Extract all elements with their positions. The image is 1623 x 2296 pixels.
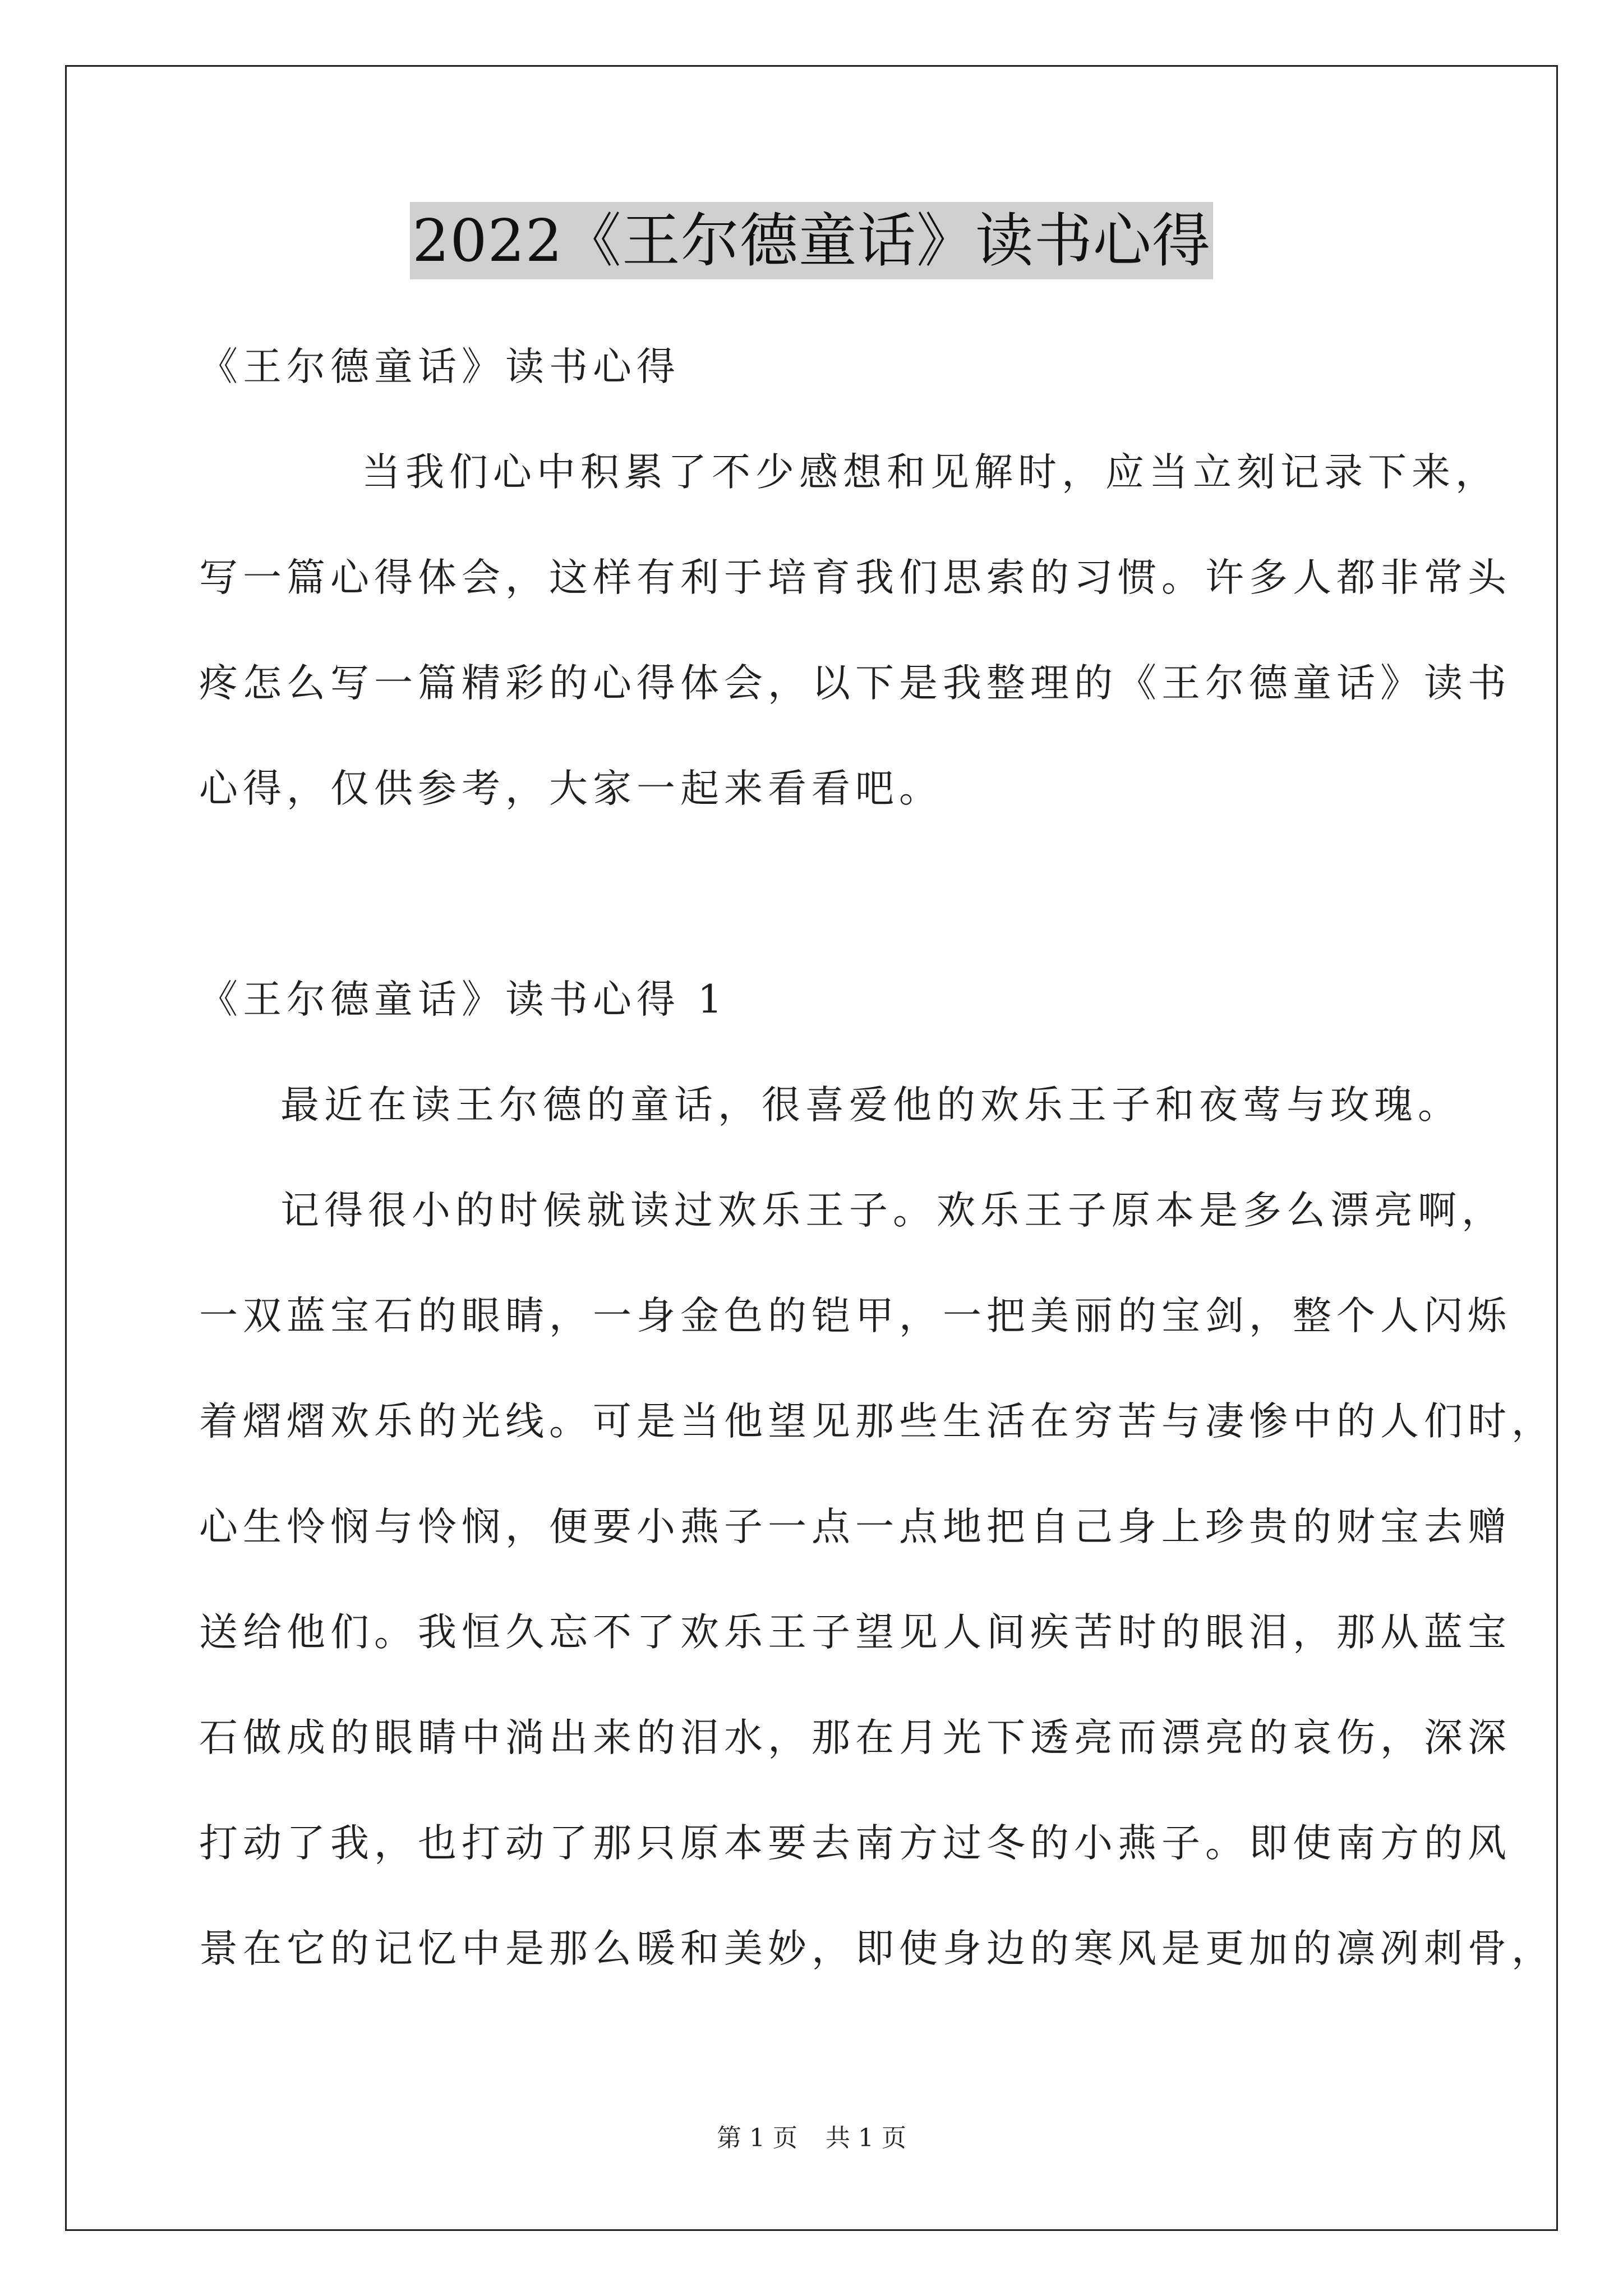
paragraph-line: 心得，仅供参考，大家一起来看看吧。	[199, 766, 943, 811]
section-heading: 《王尔德童话》读书心得	[199, 344, 680, 389]
paragraph-line: 着熠熠欢乐的光线。可是当他望见那些生活在穷苦与凄惨中的人们时，	[199, 1399, 1555, 1444]
paragraph-line: 写一篇心得体会，这样有利于培育我们思索的习惯。许多人都非常头	[199, 555, 1511, 600]
document-title: 2022《王尔德童话》读书心得	[410, 202, 1213, 279]
page-total: 共 1 页	[826, 2124, 906, 2152]
page-number: 第 1 页	[717, 2124, 797, 2152]
paragraph-line: 送给他们。我恒久忘不了欢乐王子望见人间疾苦时的眼泪，那从蓝宝	[199, 1610, 1511, 1655]
section-heading: 《王尔德童话》读书心得 1	[199, 977, 727, 1022]
paragraph-line: 最近在读王尔德的童话，很喜爱他的欢乐王子和夜莺与玫瑰。	[280, 1083, 1461, 1128]
paragraph-line: 景在它的记忆中是那么暖和美妙，即使身边的寒风是更加的凛冽刺骨，	[199, 1926, 1555, 1971]
title-area	[0, 202, 1623, 279]
paragraph-line: 当我们心中积累了不少感想和见解时，应当立刻记录下来，	[362, 450, 1499, 495]
paragraph-line: 心生怜悯与怜悯，便要小燕子一点一点地把自己身上珍贵的财宝去赠	[199, 1504, 1511, 1549]
paragraph-line: 疼怎么写一篇精彩的心得体会，以下是我整理的《王尔德童话》读书	[199, 661, 1511, 706]
paragraph-line: 记得很小的时候就读过欢乐王子。欢乐王子原本是多么漂亮啊，	[280, 1188, 1505, 1233]
paragraph-line: 石做成的眼睛中淌出来的泪水，那在月光下透亮而漂亮的哀伤，深深	[199, 1715, 1511, 1760]
blank-line	[199, 841, 1433, 947]
page-footer	[0, 2118, 1623, 2154]
document-body	[199, 314, 1555, 2001]
paragraph-line: 一双蓝宝石的眼睛，一身金色的铠甲，一把美丽的宝剑，整个人闪烁	[199, 1294, 1511, 1338]
paragraph-line: 打动了我，也打动了那只原本要去南方过冬的小燕子。即使南方的风	[199, 1821, 1511, 1866]
